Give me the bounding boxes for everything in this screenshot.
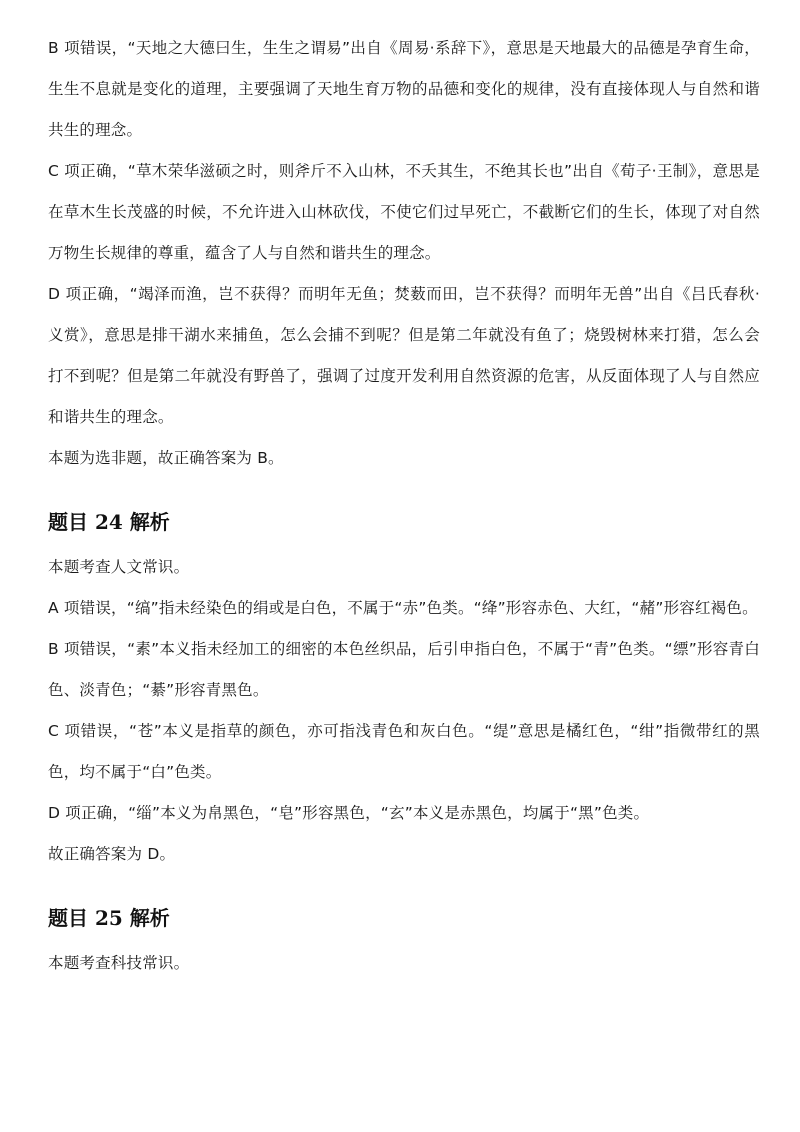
analysis-q25 bbox=[48, 903, 760, 984]
topic-intro: 本题考查人文常识。 bbox=[48, 558, 190, 576]
answer-conclusion: 故正确答案为 D。 bbox=[48, 845, 176, 863]
document-page bbox=[48, 28, 760, 984]
option-a-analysis: A 项错误，“缟”指未经染色的绢或是白色，不属于“赤”色类。“绛”形容赤色、大红，“赭”形容红褐色。 bbox=[48, 599, 758, 617]
option-b-analysis: B 项错误，“天地之大德曰生，生生之谓易”出自《周易·系辞下》，意思是天地最大的品德是孕育生命，生生不息就是变化的道理，主要强调了天地生育万物的品德和变化的规律，没有直接体现人与自然和谐共生的理念。 bbox=[48, 39, 760, 139]
analysis-q24 bbox=[48, 507, 760, 875]
analysis-q23-continued bbox=[48, 28, 760, 479]
option-d-analysis: D 项正确，“竭泽而渔，岂不获得？而明年无鱼；焚薮而田，岂不获得？而明年无兽”出自《吕氏春秋·义赏》，意思是排干湖水来捕鱼，怎么会捕不到呢？但是第二年就没有鱼了；烧毁树林来打猎，怎么会打不到呢？但是第二年就没有野兽了，强调了过度开发利用自然资源的危害，从反面体现了人与自然应和谐共生的理念。 bbox=[48, 285, 760, 426]
section-heading: 题目 25 解析 bbox=[48, 906, 170, 930]
topic-intro: 本题考查科技常识。 bbox=[48, 954, 190, 972]
option-c-analysis: C 项错误，“苍”本义是指草的颜色，亦可指浅青色和灰白色。“缇”意思是橘红色，“绀”指微带红的黑色，均不属于“白”色类。 bbox=[48, 722, 760, 781]
answer-conclusion: 本题为选非题，故正确答案为 B。 bbox=[48, 449, 284, 467]
option-c-analysis: C 项正确，“草木荣华滋硕之时，则斧斤不入山林，不夭其生，不绝其长也”出自《荀子·王制》，意思是在草木生长茂盛的时候，不允许进入山林砍伐，不使它们过早死亡，不截断它们的生长，体现了对自然万物生长规律的尊重，蕴含了人与自然和谐共生的理念。 bbox=[48, 162, 760, 262]
option-d-analysis: D 项正确，“缁”本义为帛黑色，“皂”形容黑色，“玄”本义是赤黑色，均属于“黑”色类。 bbox=[48, 804, 650, 822]
section-heading: 题目 24 解析 bbox=[48, 510, 170, 534]
option-b-analysis: B 项错误，“素”本义指未经加工的细密的本色丝织品，后引申指白色，不属于“青”色类。“缥”形容青白色、淡青色；“綦”形容青黑色。 bbox=[48, 640, 760, 699]
